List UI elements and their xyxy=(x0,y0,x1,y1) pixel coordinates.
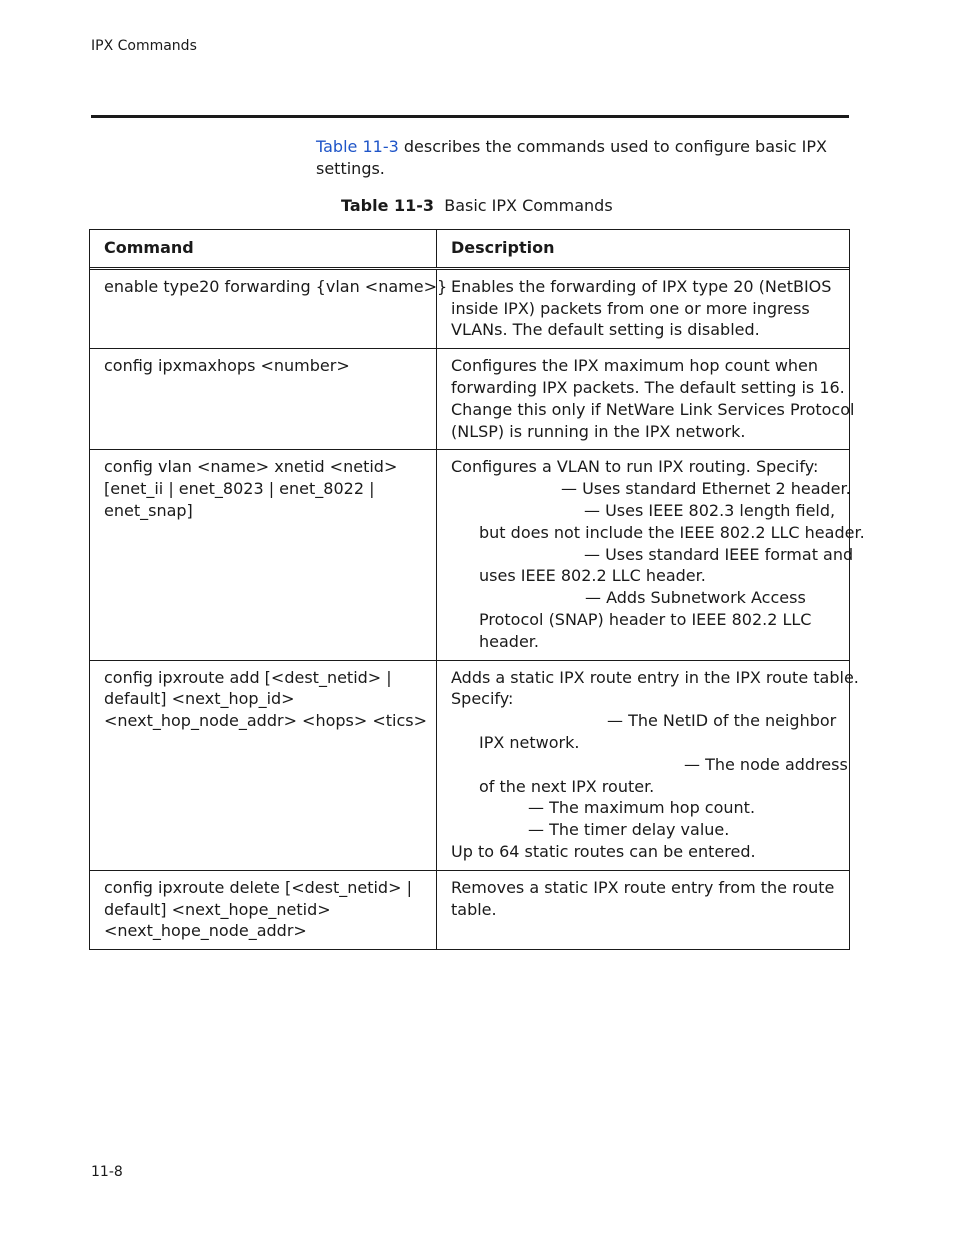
description-line: Adds a static IPX route entry in the IPX route table. xyxy=(451,667,859,687)
description-line: (NLSP) is running in the IPX network. xyxy=(451,421,746,441)
description-line: Change this only if NetWare Link Services Protocol xyxy=(451,399,855,419)
description-cell xyxy=(437,450,865,659)
description-line: Protocol (SNAP) header to IEEE 802.2 LLC xyxy=(479,609,812,629)
command-line: default] <next_hope_netid> xyxy=(104,899,331,919)
description-line: Configures the IPX maximum hop count when xyxy=(451,356,819,376)
description-cell xyxy=(437,270,849,348)
command-line: default] <next_hop_id> xyxy=(104,689,295,709)
table-row xyxy=(90,660,859,870)
command-line: <next_hope_node_addr> xyxy=(104,921,307,941)
running-header: IPX Commands xyxy=(91,38,197,54)
command-line: config vlan <name> xnetid <netid> xyxy=(104,457,398,477)
command-cell xyxy=(90,661,437,870)
description-line: uses IEEE 802.2 LLC header. xyxy=(479,566,706,586)
page-number: 11-8 xyxy=(91,1164,123,1180)
description-line: — The timer delay value. xyxy=(528,820,730,840)
command-cell xyxy=(90,270,448,348)
description-line: Removes a static IPX route entry from the route xyxy=(451,877,835,897)
description-line: VLANs. The default setting is disabled. xyxy=(451,320,760,340)
description-line: — Uses standard Ethernet 2 header. xyxy=(561,479,851,499)
description-line: header. xyxy=(479,631,539,651)
header-command: Command xyxy=(90,230,437,267)
intro-text-1: describes the commands used to configure basic IPX xyxy=(398,137,827,156)
command-cell xyxy=(90,349,437,449)
table-caption-number: Table 11-3 xyxy=(341,196,435,215)
description-line: table. xyxy=(451,899,497,919)
description-line: — The maximum hop count. xyxy=(528,798,756,818)
command-cell xyxy=(90,450,437,659)
table-reference-link[interactable]: Table 11-3 xyxy=(316,137,399,156)
description-line: inside IPX) packets from one or more ingress xyxy=(451,298,810,318)
intro-text-2: settings. xyxy=(316,159,385,178)
table-header-row xyxy=(90,230,849,267)
command-line: config ipxmaxhops <number> xyxy=(104,356,350,376)
table-row xyxy=(90,267,849,348)
description-line: IPX network. xyxy=(479,732,580,752)
table-row xyxy=(90,870,849,949)
description-cell xyxy=(437,871,849,949)
command-line: config ipxroute add [<dest_netid> | xyxy=(104,667,392,687)
description-line: — Adds Subnetwork Access xyxy=(585,588,806,608)
command-line: enet_snap] xyxy=(104,500,193,520)
description-cell xyxy=(437,349,855,449)
description-line: Configures a VLAN to run IPX routing. Specify: xyxy=(451,457,819,477)
description-line: of the next IPX router. xyxy=(479,776,655,796)
table-caption xyxy=(341,196,613,215)
table-row xyxy=(90,348,855,449)
command-cell xyxy=(90,871,437,949)
command-line: <next_hop_node_addr> <hops> <tics> xyxy=(104,711,428,731)
description-line: Enables the forwarding of IPX type 20 (NetBIOS xyxy=(451,276,832,296)
commands-table xyxy=(89,229,865,950)
description-line: but does not include the IEEE 802.2 LLC header. xyxy=(479,522,865,542)
description-line: — The NetID of the neighbor xyxy=(607,711,837,731)
table-caption-title: Basic IPX Commands xyxy=(444,196,613,215)
description-line: — Uses standard IEEE format and xyxy=(584,544,854,564)
description-line: — Uses IEEE 802.3 length field, xyxy=(584,500,836,520)
table-row xyxy=(90,449,865,659)
description-line: Up to 64 static routes can be entered. xyxy=(451,841,756,861)
command-line: config ipxroute delete [<dest_netid> | xyxy=(104,877,412,897)
description-line: Specify: xyxy=(451,689,514,709)
command-line: enable type20 forwarding {vlan <name>} xyxy=(104,276,448,296)
header-rule xyxy=(91,115,849,118)
description-line: forwarding IPX packets. The default setting is 16. xyxy=(451,377,845,397)
description-line: — The node address xyxy=(684,754,848,774)
command-line: [enet_ii | enet_8023 | enet_8022 | xyxy=(104,479,375,499)
header-description: Description xyxy=(451,238,555,257)
intro-paragraph xyxy=(316,136,836,180)
description-cell xyxy=(437,661,859,870)
